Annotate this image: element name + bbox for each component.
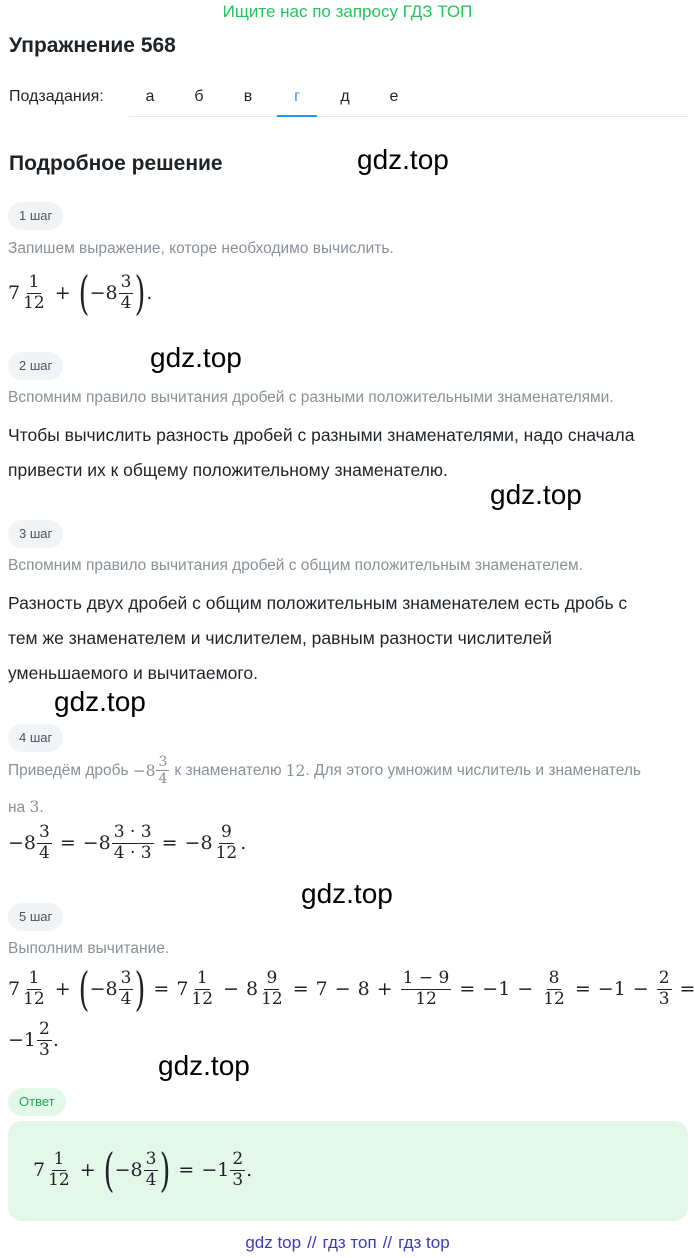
- rule-2-line-3: уменьшаемого и вычитаемого.: [8, 663, 259, 683]
- footer-link-gdz-top[interactable]: gdz top: [245, 1233, 302, 1252]
- answer-expression: 7 $\frac{1}{12}$ + ( −8 $\frac{3}{4}$ ) = −1 $\frac{2}{3}$ .: [33, 1143, 253, 1197]
- answer-box: [8, 1121, 688, 1221]
- step-4-text: [8, 754, 641, 787]
- rule-2-line-2: тем же знаменателем и числителем, равным разности числителей: [8, 628, 552, 648]
- step-4-text-line2: [8, 798, 44, 817]
- tab-g[interactable]: г: [277, 88, 317, 117]
- tab-b[interactable]: б: [194, 88, 204, 105]
- step-3-badge: 3 шаг: [8, 520, 63, 548]
- footer-link-gdz-top-mixed[interactable]: гдз top: [398, 1233, 450, 1252]
- step-4-text-d: на: [8, 799, 26, 816]
- tab-v[interactable]: в: [243, 88, 253, 105]
- answer-badge: Ответ: [8, 1088, 66, 1116]
- step-3-text: Вспомним правило вычитания дробей с общим положительным знаменателем.: [8, 557, 583, 574]
- expression-subtract-line1: 7 $\frac{1}{12}$ + ( −8 $\frac{3}{4}$ ) = 7 $\frac{1}{12}$ − 8 $\frac{9}{12}$ = 7 − 8 + $\frac{1 - 9}{12}$ = −1 − $\frac{8}{12}$ = −1 − $\frac{2}{3}$ =: [8, 962, 695, 1016]
- watermark: gdz.top: [158, 1050, 250, 1081]
- step-4-text-e: .: [39, 799, 44, 816]
- watermark: gdz.top: [301, 878, 393, 909]
- step-5-text: Выполним вычитание.: [8, 940, 170, 957]
- watermark: gdz.top: [357, 144, 449, 175]
- step-4-text-a: Приведём дробь: [8, 761, 129, 779]
- tab-d[interactable]: д: [340, 88, 350, 105]
- step-4-text-c: . Для этого умножим числитель и знаменатель: [305, 761, 641, 779]
- step-4-denominator: 12: [285, 761, 306, 780]
- footer-separator: //: [382, 1233, 393, 1252]
- step-4-factor: 3: [29, 798, 40, 816]
- footer-link-gdz-top-ru[interactable]: гдз топ: [322, 1233, 377, 1252]
- section-title: Подробное решение: [9, 152, 223, 175]
- step-1-badge: 1 шаг: [8, 202, 63, 230]
- step-2-text: Вспомним правило вычитания дробей с разными положительными знаменателями.: [8, 389, 614, 406]
- exercise-title: Упражнение 568: [9, 34, 176, 57]
- step-4-badge: 4 шаг: [8, 724, 63, 752]
- expression-subtract-line2: −1 $\frac{2}{3}$ .: [8, 1019, 59, 1060]
- watermark: gdz.top: [54, 686, 146, 717]
- subtasks-nav: [9, 86, 689, 116]
- step-4-text-b: к знаменателю: [174, 761, 282, 779]
- step-1-text: Запишем выражение, которе необходимо вычислить.: [8, 240, 394, 257]
- watermark: gdz.top: [490, 479, 582, 510]
- rule-1-line-1: Чтобы вычислить разность дробей с разными знаменателями, надо сначала: [8, 425, 635, 445]
- footer-links: [0, 1233, 695, 1253]
- step-2-badge: 2 шаг: [8, 352, 63, 380]
- watermark: gdz.top: [150, 342, 242, 373]
- rule-2-line-1: Разность двух дробей с общим положительным знаменателем есть дробь с: [8, 593, 628, 613]
- subtasks-label: Подзадания:: [9, 88, 104, 105]
- expression-initial: 7 $\frac{1}{12}$ + ( −8 $\frac{3}{4}$ ) .: [8, 266, 153, 320]
- expression-convert: −8 $\frac{3}{4}$ = −8 $\frac{3 \cdot 3}{4 \cdot 3}$ = −8 $\frac{9}{12}$ .: [8, 822, 247, 863]
- footer-separator: //: [307, 1233, 317, 1252]
- tab-e[interactable]: е: [389, 88, 399, 105]
- rule-1-line-2: привести их к общему положительному знаменателю.: [8, 460, 448, 480]
- fraction-inline: −8 $\frac{3}{4}$: [132, 754, 168, 788]
- tab-a[interactable]: а: [145, 88, 155, 105]
- step-5-badge: 5 шаг: [8, 903, 63, 931]
- promo-banner[interactable]: Ищите нас по запросу ГДЗ ТОП: [222, 2, 473, 21]
